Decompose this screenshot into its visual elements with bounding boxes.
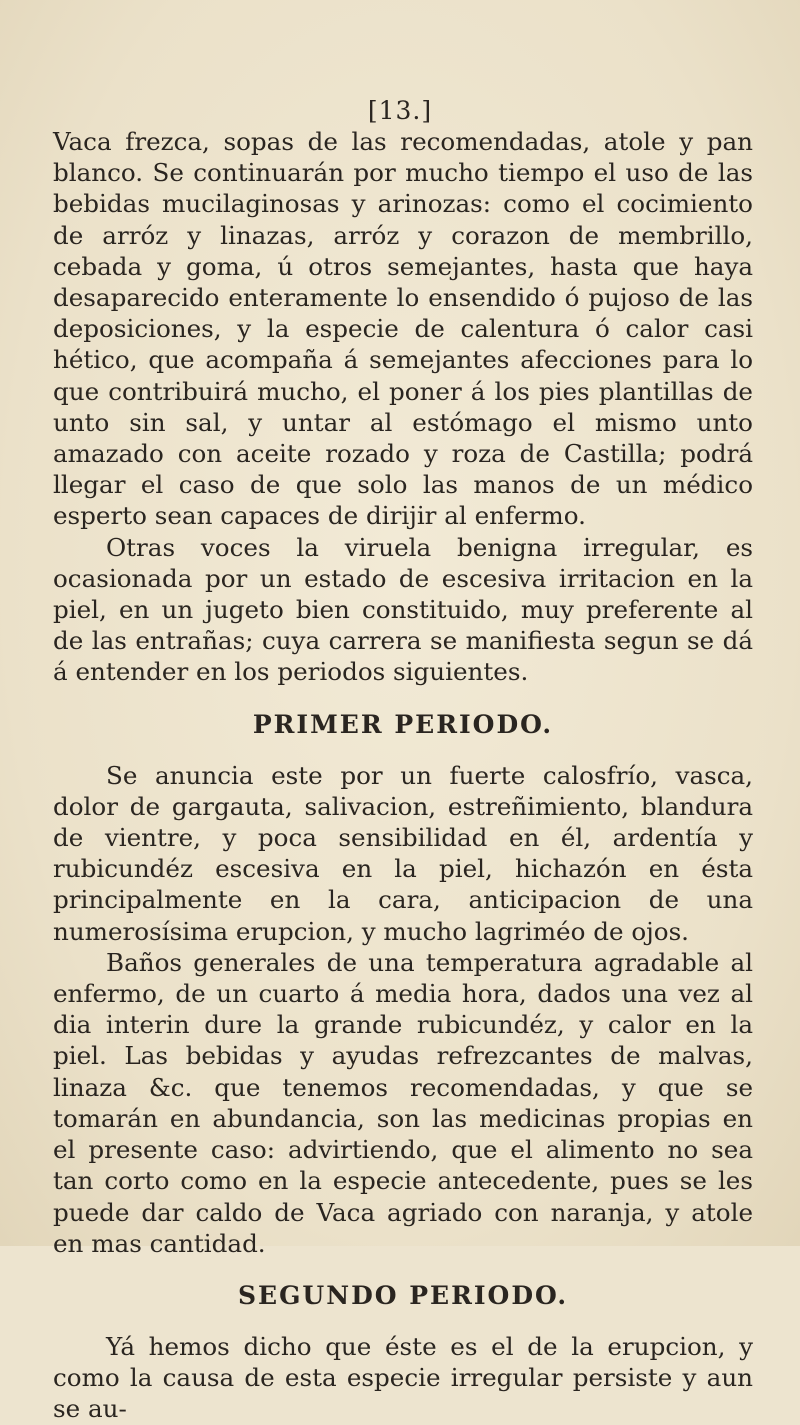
paragraph-intro-1: Vaca frezca, sopas de las recomendadas, atole y pan blanco. Se continuarán por mucho tiempo el uso de las bebidas mucilaginosas y arinozas: como el cocimiento de arróz y linazas, arróz y corazon de membrillo, cebada y goma, ú otros semejantes, hasta que haya desaparecido enteramente lo ensendido ó pujoso de las deposiciones, y la especie de calentura ó calor casi hético, que acompaña á semejantes afecciones para lo que contribuirá mucho, el poner á los pies plantillas de unto sin sal, y untar al estómago el mismo unto amazado con aceite rozado y roza de Castilla; podrá llegar el caso de que solo las manos de un médico esperto sean capaces de dirijir al enfermo.: [53, 127, 753, 531]
page-text: [53, 126, 753, 1425]
paragraph-period1-2: Baños generales de una temperatura agradable al enfermo, de un cuarto á media hora, dados una vez al dia interin dure la grande rubicundéz, y calor en la piel. Las bebidas y ayudas refrezcantes de malvas, linaza &c. que tenemos recomendadas, y que se tomarán en abundancia, son las medicinas propias en el presente caso: advirtiendo, que el alimento no sea tan corto como en la especie antecedente, pues se les puede dar caldo de Vaca agriado con naranja, y atole en mas cantidad.: [53, 947, 753, 1258]
section-heading-segundo-periodo: SEGUNDO PERIODO.: [237, 1280, 569, 1310]
paragraph-period1-1: Se anuncia este por un fuerte calosfrío, vasca, dolor de gargauta, salivacion, estreñimiento, blandura de vientre, y poca sensibilidad en él, ardentía y rubicundéz escesiva en la piel, hichazón en ésta principalmente en la cara, anticipacion de una numerosísima erupcion, y mucho lagriméo de ojos.: [53, 760, 753, 946]
section-heading-primer-periodo: PRIMER PERIODO.: [252, 709, 554, 739]
paragraph-period2-1: Yá hemos dicho que éste es el de la erupcion, y como la causa de esta especie irregular persiste y aun se au-: [53, 1331, 753, 1424]
paragraph-intro-2: Otras voces la viruela benigna irregular, es ocasionada por un estado de escesiva irritacion en la piel, en un jugeto bien constituido, muy preferente al de las entrañas; cuya carrera se manifiesta segun se dá á entender en los periodos siguientes.: [53, 532, 753, 687]
page-number: [13.]: [367, 96, 433, 125]
